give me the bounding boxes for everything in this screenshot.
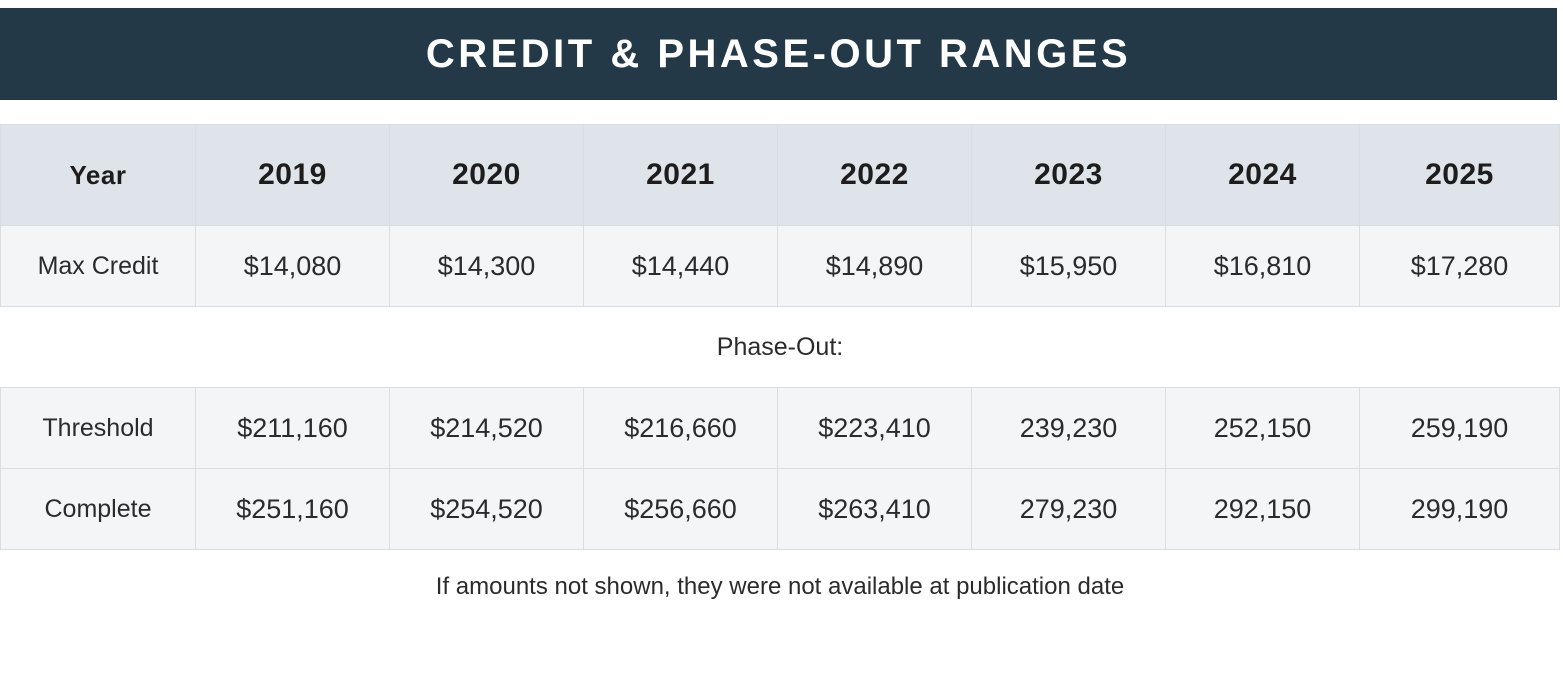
spacer-cell bbox=[196, 100, 390, 125]
column-header-2023: 2023 bbox=[972, 125, 1166, 226]
cell-complete-2022: $263,410 bbox=[778, 469, 972, 550]
row-label-max-credit: Max Credit bbox=[1, 226, 196, 307]
cell-max-credit-2021: $14,440 bbox=[584, 226, 778, 307]
table-row bbox=[1, 469, 1560, 550]
cell-max-credit-2024: $16,810 bbox=[1166, 226, 1360, 307]
spacer-cell bbox=[1166, 100, 1360, 125]
cell-max-credit-2023: $15,950 bbox=[972, 226, 1166, 307]
page-title: CREDIT & PHASE-OUT RANGES bbox=[425, 31, 1132, 76]
cell-complete-2021: $256,660 bbox=[584, 469, 778, 550]
cell-threshold-2019: $211,160 bbox=[196, 388, 390, 469]
cell-threshold-2021: $216,660 bbox=[584, 388, 778, 469]
cell-threshold-2025: 259,190 bbox=[1360, 388, 1560, 469]
cell-max-credit-2025: $17,280 bbox=[1360, 226, 1560, 307]
table-header-row bbox=[1, 125, 1560, 226]
cell-max-credit-2020: $14,300 bbox=[390, 226, 584, 307]
cell-threshold-2020: $214,520 bbox=[390, 388, 584, 469]
column-header-2024: 2024 bbox=[1166, 125, 1360, 226]
spacer-cell bbox=[390, 100, 584, 125]
row-label-threshold: Threshold bbox=[1, 388, 196, 469]
column-header-2025: 2025 bbox=[1360, 125, 1560, 226]
spacer-cell bbox=[778, 100, 972, 125]
cell-max-credit-2019: $14,080 bbox=[196, 226, 390, 307]
spacer-cell bbox=[1, 100, 196, 125]
cell-complete-2025: 299,190 bbox=[1360, 469, 1560, 550]
column-header-2021: 2021 bbox=[584, 125, 778, 226]
footnote-row bbox=[1, 550, 1560, 625]
row-label-complete: Complete bbox=[1, 469, 196, 550]
cell-threshold-2023: 239,230 bbox=[972, 388, 1166, 469]
table-top-spacer-row bbox=[1, 100, 1560, 125]
section-note-phase-out: Phase-Out: bbox=[1, 307, 1560, 388]
cell-complete-2024: 292,150 bbox=[1166, 469, 1360, 550]
section-note-row bbox=[1, 307, 1560, 388]
table-row bbox=[1, 388, 1560, 469]
spacer-cell bbox=[584, 100, 778, 125]
spacer-cell bbox=[972, 100, 1166, 125]
credit-table bbox=[0, 100, 1560, 624]
cell-complete-2019: $251,160 bbox=[196, 469, 390, 550]
column-header-2022: 2022 bbox=[778, 125, 972, 226]
spacer-cell bbox=[1360, 100, 1560, 125]
column-header-year: Year bbox=[1, 125, 196, 226]
cell-threshold-2024: 252,150 bbox=[1166, 388, 1360, 469]
table-row bbox=[1, 226, 1560, 307]
table-container bbox=[0, 100, 1557, 624]
cell-max-credit-2022: $14,890 bbox=[778, 226, 972, 307]
cell-threshold-2022: $223,410 bbox=[778, 388, 972, 469]
cell-complete-2023: 279,230 bbox=[972, 469, 1166, 550]
column-header-2019: 2019 bbox=[196, 125, 390, 226]
cell-complete-2020: $254,520 bbox=[390, 469, 584, 550]
footnote-text: If amounts not shown, they were not available at publication date bbox=[1, 550, 1560, 625]
title-bar bbox=[0, 8, 1557, 100]
column-header-2020: 2020 bbox=[390, 125, 584, 226]
